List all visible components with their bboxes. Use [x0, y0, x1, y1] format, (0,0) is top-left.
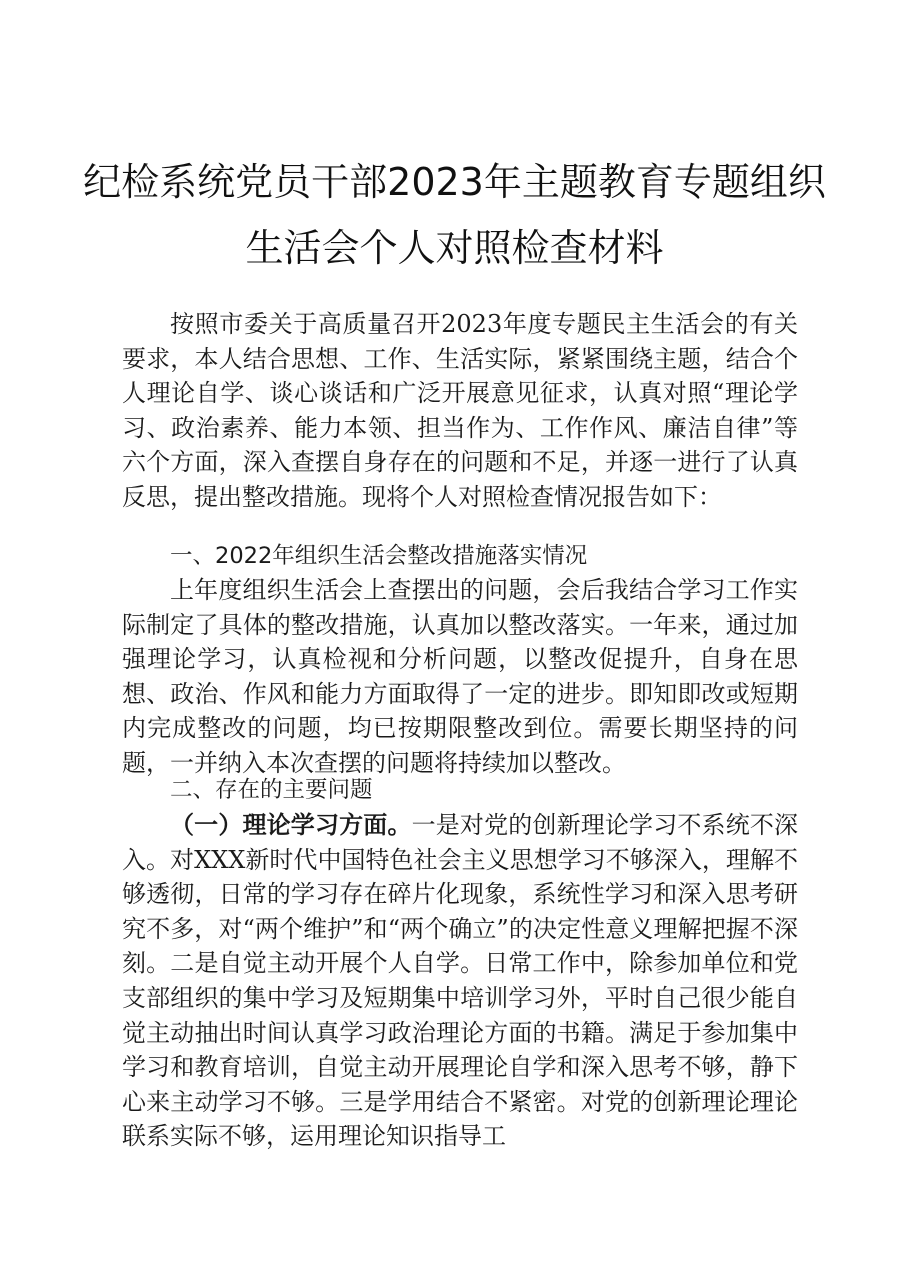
intro-paragraph: 按照市委关于高质量召开2023年度专题民主生活会的有关要求，本人结合思想、工作、生活实际，紧紧围绕主题，结合个人理论自学、谈心谈话和广泛开展意见征求，认真对照“理论学习、政治素养、能力本领、担当作为、工作作风、廉洁自律”等六个方面，深入查摆自身存在的问题和不足，并逐一进行了认真反思，提出整改措施。现将个人对照检查情况报告如下：	[122, 310, 798, 511]
section-2-subsection-1-paragraph	[122, 808, 798, 1154]
subsection-1-body: 一是对党的创新理论学习不系统不深入。对XXX新时代中国特色社会主义思想学习不够深入，理解不够透彻，日常的学习存在碎片化现象，系统性学习和深入思考研究不多，对“两个维护”和“两个确立”的决定性意义理解把握不深刻。二是自觉主动开展个人自学。日常工作中，除参加单位和党支部组织的集中学习及短期集中培训学习外，平时自己很少能自觉主动抽出时间认真学习政治理论方面的书籍。满足于参加集中学习和教育培训，自觉主动开展理论自学和深入思考不够，静下心来主动学习不够。三是学用结合不紧密。对党的创新理论理论联系实际不够，运用理论知识指导工	[122, 811, 799, 1151]
section-1-paragraph: 上年度组织生活会上查摆出的问题，会后我结合学习工作实际制定了具体的整改措施，认真加以整改落实。一年来，通过加强理论学习，认真检视和分析问题，以整改促提升，自身在思想、政治、作风和能力方面取得了一定的进步。即知即改或短期内完成整改的问题，均已按期限整改到位。需要长期坚持的问题，一并纳入本次查摆的问题将持续加以整改。	[122, 576, 798, 777]
document-title-line-2: 生活会个人对照检查材料	[245, 226, 664, 270]
section-2-heading: 二、存在的主要问题	[170, 777, 373, 803]
section-1-heading: 一、2022年组织生活会整改措施落实情况	[170, 543, 588, 569]
document-title-line-1: 纪检系统党员干部2023年主题教育专题组织	[83, 160, 826, 204]
subsection-1-lead: （一）理论学习方面。	[170, 811, 412, 839]
